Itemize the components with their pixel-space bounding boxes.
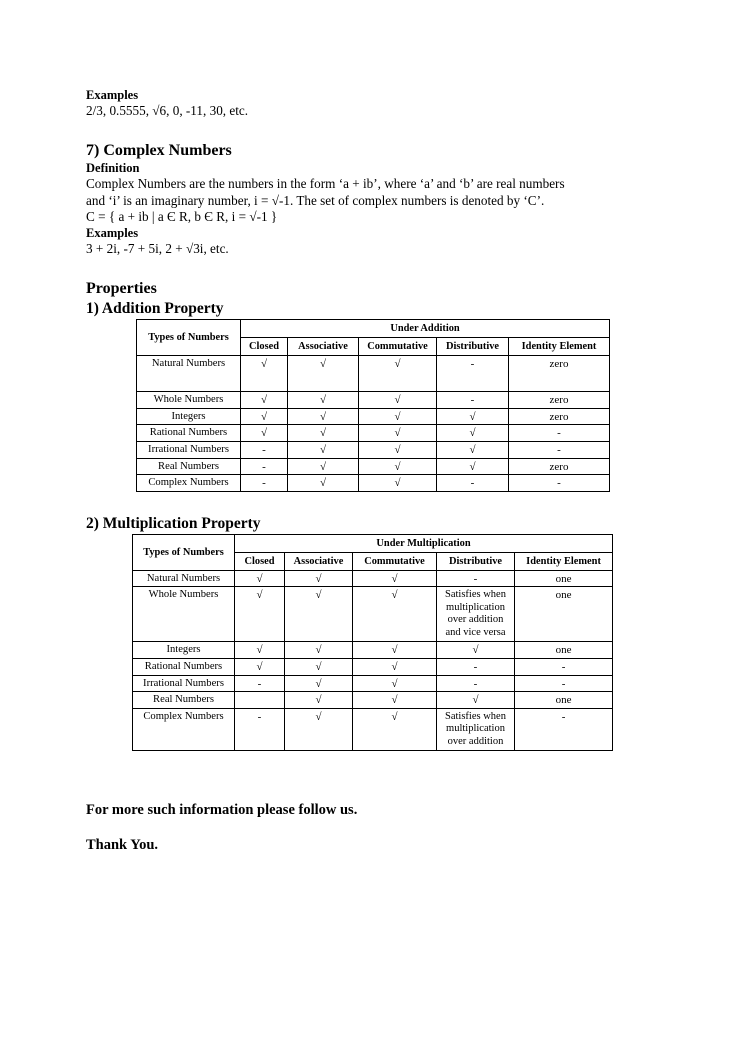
header-associative: Associative <box>288 338 359 356</box>
cell-distributive: - <box>437 658 515 675</box>
cell-associative: √ <box>288 425 359 442</box>
table-row <box>137 408 610 425</box>
cell-closed: √ <box>235 658 285 675</box>
cell-distributive: - <box>437 475 509 492</box>
table-row <box>137 392 610 409</box>
cell-closed: √ <box>235 587 285 642</box>
cell-commutative: √ <box>359 425 437 442</box>
row-label: Whole Numbers <box>133 587 235 642</box>
header-associative: Associative <box>285 552 353 570</box>
cell-commutative: √ <box>353 587 437 642</box>
table-head <box>133 534 613 570</box>
table-header-row-group <box>133 534 613 552</box>
cell-distributive: √ <box>437 441 509 458</box>
cell-distributive: - <box>437 392 509 409</box>
cell-closed: √ <box>241 392 288 409</box>
cell-identity-element: one <box>515 642 613 659</box>
cell-associative: √ <box>285 587 353 642</box>
cell-identity-element: - <box>509 441 610 458</box>
table-head <box>137 320 610 356</box>
cell-identity-element: - <box>515 708 613 750</box>
row-label: Rational Numbers <box>137 425 241 442</box>
cell-commutative: √ <box>353 692 437 709</box>
cell-identity-element: one <box>515 570 613 587</box>
table-row <box>133 642 613 659</box>
table-row <box>133 658 613 675</box>
cell-closed: - <box>235 675 285 692</box>
row-label: Real Numbers <box>137 458 241 475</box>
row-label: Rational Numbers <box>133 658 235 675</box>
definition-heading: Definition <box>86 161 140 176</box>
cell-identity-element: zero <box>509 408 610 425</box>
cell-distributive: √ <box>437 642 515 659</box>
row-label: Whole Numbers <box>137 392 241 409</box>
row-label: Complex Numbers <box>133 708 235 750</box>
cell-commutative: √ <box>359 475 437 492</box>
examples-values-1: 2/3, 0.5555, √6, 0, -11, 30, etc. <box>86 103 249 118</box>
header-identity-element: Identity Element <box>509 338 610 356</box>
table-row <box>137 475 610 492</box>
cell-associative: √ <box>285 658 353 675</box>
cell-distributive: √ <box>437 692 515 709</box>
cell-closed: - <box>235 708 285 750</box>
cell-associative: √ <box>285 708 353 750</box>
cell-distributive: - <box>437 570 515 587</box>
spacer <box>86 751 661 801</box>
cell-closed: - <box>241 458 288 475</box>
addition-property-table <box>136 319 610 492</box>
cell-closed: - <box>241 475 288 492</box>
cell-associative: √ <box>288 475 359 492</box>
cell-identity-element: zero <box>509 458 610 475</box>
table-header-row-group <box>137 320 610 338</box>
spacer <box>86 492 661 514</box>
header-types-of-numbers: Types of Numbers <box>133 534 235 570</box>
cell-associative: √ <box>288 408 359 425</box>
cell-closed <box>235 692 285 709</box>
cell-identity-element: - <box>515 658 613 675</box>
cell-commutative: √ <box>353 570 437 587</box>
table-row <box>133 587 613 642</box>
definition-line-2: and ‘i’ is an imaginary number, i = √-1. The set of complex numbers is denoted by ‘C’. <box>86 192 545 208</box>
property-2-title: 2) Multiplication Property <box>86 514 261 532</box>
cell-commutative: √ <box>353 708 437 750</box>
row-label: Real Numbers <box>133 692 235 709</box>
cell-associative: √ <box>285 570 353 587</box>
cell-distributive-text: Satisfies when multiplication over addition <box>445 710 506 747</box>
spacer <box>86 819 661 836</box>
cell-closed: √ <box>241 408 288 425</box>
cell-distributive <box>437 587 515 642</box>
header-distributive: Distributive <box>437 552 515 570</box>
header-under-multiplication: Under Multiplication <box>235 534 613 552</box>
cell-associative: √ <box>288 356 359 392</box>
definition-line-3: C = { a + ib | a Є R, b Є R, i = √-1 } <box>86 209 278 225</box>
cell-identity-element: - <box>509 475 610 492</box>
header-types-of-numbers: Types of Numbers <box>137 320 241 356</box>
row-label: Complex Numbers <box>137 475 241 492</box>
table-body <box>137 356 610 492</box>
cell-distributive: - <box>437 356 509 392</box>
table-row <box>137 441 610 458</box>
footer-follow-us: For more such information please follow us. <box>86 801 358 818</box>
cell-closed: - <box>241 441 288 458</box>
cell-distributive: √ <box>437 425 509 442</box>
header-distributive: Distributive <box>437 338 509 356</box>
cell-associative: √ <box>288 441 359 458</box>
cell-identity-element: one <box>515 692 613 709</box>
row-label: Natural Numbers <box>133 570 235 587</box>
cell-commutative: √ <box>359 458 437 475</box>
cell-associative: √ <box>285 675 353 692</box>
cell-identity-element: zero <box>509 356 610 392</box>
cell-associative: √ <box>285 642 353 659</box>
cell-closed: √ <box>235 570 285 587</box>
cell-identity-element: - <box>509 425 610 442</box>
header-commutative: Commutative <box>359 338 437 356</box>
cell-closed: √ <box>241 425 288 442</box>
spacer <box>86 257 661 279</box>
property-1-title: 1) Addition Property <box>86 300 224 318</box>
cell-commutative: √ <box>353 675 437 692</box>
row-label: Integers <box>133 642 235 659</box>
row-label: Natural Numbers <box>137 356 241 392</box>
properties-title: Properties <box>86 280 157 298</box>
spacer <box>86 119 661 141</box>
cell-commutative: √ <box>359 408 437 425</box>
cell-associative: √ <box>285 692 353 709</box>
cell-commutative: √ <box>353 658 437 675</box>
cell-identity-element: zero <box>509 392 610 409</box>
table-row <box>137 425 610 442</box>
cell-identity-element: - <box>515 675 613 692</box>
row-label: Integers <box>137 408 241 425</box>
table-row <box>133 708 613 750</box>
examples-heading-2: Examples <box>86 225 139 240</box>
cell-identity-element: one <box>515 587 613 642</box>
cell-distributive-text: Satisfies when multiplication over addition and vice versa <box>445 589 506 638</box>
footer-thank-you: Thank You. <box>86 836 159 853</box>
header-closed: Closed <box>235 552 285 570</box>
table-row <box>133 570 613 587</box>
cell-commutative: √ <box>359 441 437 458</box>
cell-commutative: √ <box>353 642 437 659</box>
cell-commutative: √ <box>359 356 437 392</box>
header-closed: Closed <box>241 338 288 356</box>
examples-heading-1: Examples <box>86 88 139 102</box>
definition-line-1: Complex Numbers are the numbers in the form ‘a + ib’, where ‘a’ and ‘b’ are real numbers <box>86 176 565 192</box>
cell-distributive: √ <box>437 458 509 475</box>
row-label: Irrational Numbers <box>137 441 241 458</box>
cell-distributive: - <box>437 675 515 692</box>
cell-distributive <box>437 708 515 750</box>
table-row <box>133 675 613 692</box>
document-content <box>86 88 661 854</box>
table-row <box>133 692 613 709</box>
table-row <box>137 458 610 475</box>
header-identity-element: Identity Element <box>515 552 613 570</box>
multiplication-property-table <box>132 534 613 751</box>
row-label: Irrational Numbers <box>133 675 235 692</box>
table-row <box>137 356 610 392</box>
examples-values-2: 3 + 2i, -7 + 5i, 2 + √3i, etc. <box>86 240 229 256</box>
cell-closed: √ <box>235 642 285 659</box>
header-commutative: Commutative <box>353 552 437 570</box>
header-under-addition: Under Addition <box>241 320 610 338</box>
table-body <box>133 570 613 750</box>
cell-closed: √ <box>241 356 288 392</box>
section-7-title: 7) Complex Numbers <box>86 142 232 160</box>
cell-associative: √ <box>288 392 359 409</box>
cell-distributive: √ <box>437 408 509 425</box>
cell-commutative: √ <box>359 392 437 409</box>
cell-associative: √ <box>288 458 359 475</box>
